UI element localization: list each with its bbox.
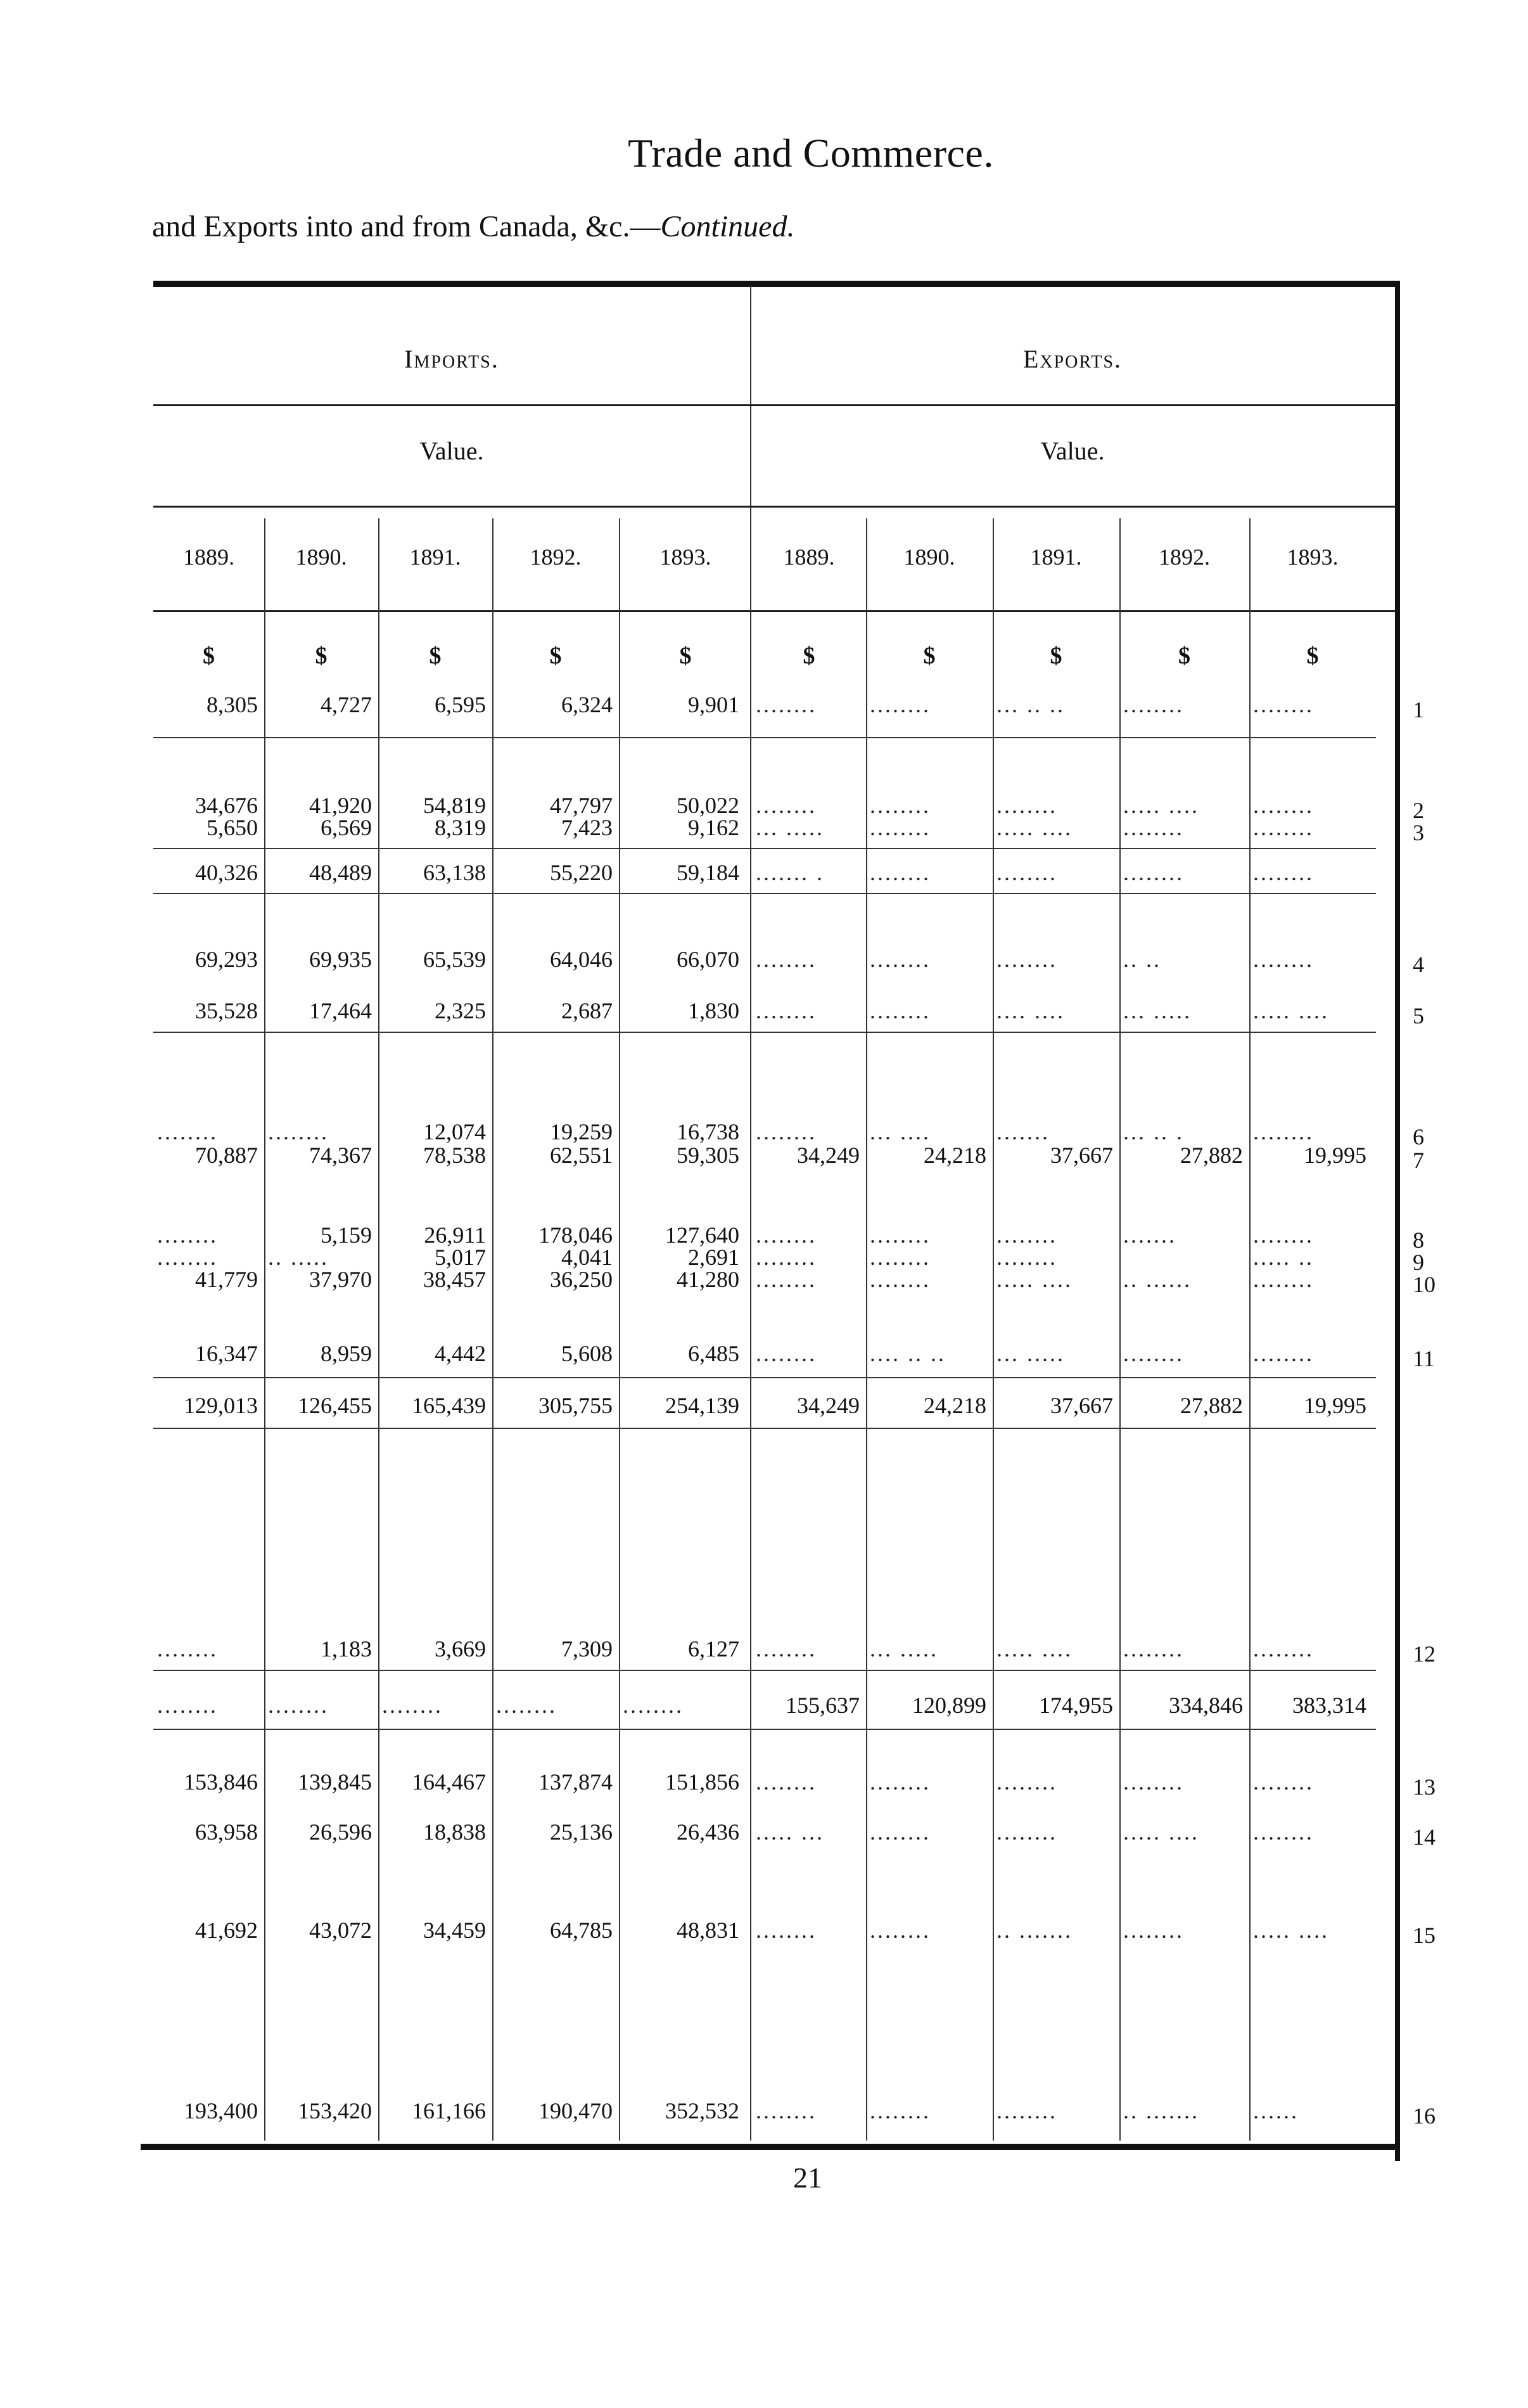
table-cell: ........ [1253, 948, 1314, 972]
table-cell: ........ [1253, 693, 1314, 717]
table-cell: 41,280 [677, 1268, 739, 1292]
table-cell: 161,166 [412, 2099, 486, 2123]
table-cell: 120,899 [912, 1694, 986, 1718]
table-cell: 37,667 [1050, 1394, 1113, 1418]
table-cell: ........ [870, 693, 931, 717]
row-number: 14 [1413, 1824, 1436, 1850]
table-cell: 129,013 [184, 1394, 258, 1418]
table-cell: ........ [996, 1821, 1057, 1845]
row-number: 3 [1413, 820, 1424, 845]
table-cell: ........ [756, 948, 817, 972]
table-cell: 164,467 [412, 1771, 486, 1795]
row-number: 1 [1413, 697, 1424, 722]
table-cell: 69,293 [195, 948, 258, 972]
table-cell: 50,022 [677, 794, 739, 818]
table-cell: 70,887 [195, 1144, 258, 1168]
table-cell: 6,485 [688, 1342, 739, 1366]
row-number: 9 [1413, 1250, 1424, 1275]
table-cell: 65,539 [423, 948, 486, 972]
table-bottom-rule [141, 2144, 1399, 2150]
table-cell: 16,738 [677, 1120, 739, 1144]
table-cell: 4,442 [435, 1342, 486, 1366]
table-cell: ........ [1253, 1637, 1314, 1662]
table-cell: ........ [157, 1120, 218, 1144]
table-cell: 27,882 [1180, 1394, 1243, 1418]
table-cell: 174,955 [1039, 1694, 1113, 1718]
table-cell: ........ [870, 948, 931, 972]
table-cell: 78,538 [423, 1144, 486, 1168]
imports-value-header: Value. [419, 437, 484, 465]
year-header: 1893. [1287, 544, 1339, 570]
table-cell: ... .. . [1123, 1120, 1184, 1144]
table-cell: ........ [1123, 693, 1184, 717]
table-cell: ........ [870, 794, 931, 818]
table-cell: 26,436 [677, 1821, 739, 1845]
year-header: 1891. [409, 544, 461, 570]
table-cell: .. ..... [268, 1246, 329, 1270]
table-cell: 8,959 [321, 1342, 372, 1366]
year-header: 1889. [183, 544, 234, 570]
dollar-sign: $ [803, 643, 815, 669]
table-cell: ........ [1123, 816, 1184, 840]
table-cell: ........ [756, 1120, 817, 1144]
table-cell: ........ [1253, 861, 1314, 885]
dollar-sign: $ [315, 643, 328, 669]
row-number: 8 [1413, 1227, 1424, 1253]
table-cell: ........ [870, 1224, 931, 1248]
table-cell: 139,845 [298, 1771, 372, 1795]
row-number: 6 [1413, 1124, 1424, 1150]
table-cell: 305,755 [538, 1394, 613, 1418]
table-cell: .. ...... [1123, 1268, 1192, 1292]
row-rule [153, 893, 1376, 894]
row-number: 2 [1413, 798, 1424, 823]
dollar-sign: $ [679, 643, 692, 669]
table-cell: 19,995 [1304, 1144, 1366, 1168]
table-cell: 12,074 [423, 1120, 486, 1144]
table-cell: ........ [268, 1120, 329, 1144]
table-cell: 17,464 [309, 999, 372, 1023]
row-rule [153, 1428, 1376, 1429]
table-cell: 34,249 [797, 1394, 860, 1418]
table-cell: ........ [623, 1694, 684, 1718]
trade-table [153, 281, 1395, 2161]
table-cell: 5,159 [321, 1224, 372, 1248]
table-cell: ........ [1253, 1224, 1314, 1248]
table-cell: ........ [870, 1821, 931, 1845]
row-number: 16 [1413, 2103, 1436, 2129]
table-cell: ........ [996, 861, 1057, 885]
table-cell: ........ [1123, 1771, 1184, 1795]
table-cell: ... ..... [756, 816, 824, 840]
table-cell: 3,669 [435, 1637, 486, 1662]
table-cell: ... ..... [870, 1637, 938, 1662]
column-rule [993, 518, 994, 2141]
table-cell: 2,325 [435, 999, 486, 1023]
table-cell: 6,324 [561, 693, 613, 717]
table-cell: 6,127 [688, 1637, 739, 1662]
table-cell: 48,831 [677, 1919, 739, 1943]
row-rule [153, 848, 1376, 849]
row-rule [153, 1670, 1376, 1671]
table-cell: ....... [996, 1120, 1050, 1144]
table-cell: ........ [756, 1771, 817, 1795]
table-cell: 41,920 [309, 794, 372, 818]
table-cell: 37,667 [1050, 1144, 1113, 1168]
table-cell: 27,882 [1180, 1144, 1243, 1168]
row-number: 4 [1413, 952, 1424, 977]
page-number: 21 [793, 2161, 822, 2194]
imports-exports-divider [750, 286, 751, 533]
table-cell: ........ [756, 794, 817, 818]
table-cell: 63,958 [195, 1821, 258, 1845]
table-cell: ........ [1123, 1919, 1184, 1943]
page-subtitle [152, 209, 794, 244]
row-number: 11 [1413, 1346, 1435, 1371]
table-cell: ........ [996, 1224, 1057, 1248]
dollar-sign: $ [1306, 643, 1319, 669]
year-header: 1891. [1030, 544, 1082, 570]
row-rule [153, 1377, 1376, 1378]
table-cell: ........ [996, 1771, 1057, 1795]
table-cell: 334,846 [1169, 1694, 1243, 1718]
table-cell: 26,596 [309, 1821, 372, 1845]
table-cell: 62,551 [550, 1144, 613, 1168]
table-cell: .. .. [1123, 948, 1161, 972]
table-cell: .... .. .. [870, 1342, 946, 1366]
dollar-sign: $ [923, 643, 936, 669]
column-rule [492, 518, 493, 2141]
table-cell: ........ [996, 794, 1057, 818]
table-cell: 193,400 [184, 2099, 258, 2123]
table-cell: ..... .... [996, 816, 1073, 840]
column-rule [619, 518, 620, 2141]
exports-value-header: Value. [1040, 437, 1105, 465]
year-header: 1892. [1159, 544, 1210, 570]
column-rule [378, 518, 379, 2141]
table-cell: ....... [1123, 1224, 1176, 1248]
table-cell: 25,136 [550, 1821, 613, 1845]
table-cell: 7,423 [561, 816, 613, 840]
table-cell: 47,797 [550, 794, 613, 818]
column-rule [264, 518, 265, 2141]
table-cell: 54,819 [423, 794, 486, 818]
row-rule [153, 1032, 1376, 1033]
row-number: 15 [1413, 1923, 1436, 1948]
table-cell: ........ [382, 1694, 443, 1718]
table-cell: 43,072 [309, 1919, 372, 1943]
table-cell: 34,249 [797, 1144, 860, 1168]
table-cell: ........ [1253, 1268, 1314, 1292]
table-cell: ........ [996, 948, 1057, 972]
row-number: 10 [1413, 1272, 1436, 1297]
table-cell: 35,528 [195, 999, 258, 1023]
table-cell: ........ [870, 1919, 931, 1943]
dollar-sign: $ [549, 643, 562, 669]
table-cell: ... .. .. [996, 693, 1065, 717]
table-cell: 34,459 [423, 1919, 486, 1943]
table-cell: ........ [756, 1637, 817, 1662]
table-cell: ........ [1253, 1120, 1314, 1144]
table-cell: ........ [157, 1224, 218, 1248]
table-cell: 7,309 [561, 1637, 613, 1662]
page-title: Trade and Commerce. [628, 131, 994, 176]
table-cell: ........ [1123, 861, 1184, 885]
table-cell: 19,259 [550, 1120, 613, 1144]
table-cell: ........ [1253, 794, 1314, 818]
table-cell: 9,162 [688, 816, 739, 840]
table-cell: ........ [756, 1919, 817, 1943]
table-cell: ........ [756, 1246, 817, 1270]
table-cell: ........ [870, 816, 931, 840]
table-cell: ........ [157, 1694, 218, 1718]
table-cell: 8,319 [435, 816, 486, 840]
table-cell: ... ..... [996, 1342, 1065, 1366]
table-cell: 137,874 [538, 1771, 613, 1795]
table-cell: ........ [756, 693, 817, 717]
table-cell: ........ [870, 1246, 931, 1270]
row-number: 12 [1413, 1641, 1436, 1667]
table-cell: ........ [1253, 1771, 1314, 1795]
dollar-sign: $ [429, 643, 442, 669]
table-cell: 34,676 [195, 794, 258, 818]
table-cell: 9,901 [688, 693, 739, 717]
table-cell: ........ [756, 1224, 817, 1248]
table-cell: 55,220 [550, 861, 613, 885]
table-cell: ........ [870, 861, 931, 885]
table-cell: ........ [756, 2099, 817, 2123]
table-cell: .. ....... [996, 1919, 1073, 1943]
table-cell: ........ [1123, 1637, 1184, 1662]
table-cell: 40,326 [195, 861, 258, 885]
table-cell: 5,650 [207, 816, 258, 840]
table-cell: 190,470 [538, 2099, 613, 2123]
table-cell: ........ [996, 2099, 1057, 2123]
table-cell: ........ [1253, 1342, 1314, 1366]
table-cell: 41,692 [195, 1919, 258, 1943]
year-header: 1893. [659, 544, 711, 570]
table-cell: 19,995 [1304, 1394, 1366, 1418]
dollar-sign: $ [1050, 643, 1062, 669]
table-cell: ..... .... [996, 1637, 1073, 1662]
exports-header: Exports. [1022, 345, 1123, 373]
table-cell: 5,017 [435, 1246, 486, 1270]
column-rule [1249, 518, 1251, 2141]
table-cell: .... .... [996, 999, 1065, 1023]
year-header: 1890. [903, 544, 955, 570]
table-cell: ........ [756, 999, 817, 1023]
table-cell: 66,070 [677, 948, 739, 972]
table-cell: 2,691 [688, 1246, 739, 1270]
table-cell: ........ [157, 1637, 218, 1662]
table-cell: ........ [756, 1268, 817, 1292]
table-cell: 2,687 [561, 999, 613, 1023]
table-cell: 153,420 [298, 2099, 372, 2123]
table-cell: ....... . [756, 861, 824, 885]
column-rule [1119, 518, 1121, 2141]
table-cell: 59,305 [677, 1144, 739, 1168]
table-cell: ... ..... [1123, 999, 1192, 1023]
table-cell: ........ [996, 1246, 1057, 1270]
table-cell: 126,455 [298, 1394, 372, 1418]
row-number: 5 [1413, 1003, 1424, 1028]
table-cell: ........ [870, 1771, 931, 1795]
row-number: 13 [1413, 1774, 1436, 1800]
row-number: 7 [1413, 1148, 1424, 1173]
table-cell: ..... .... [1253, 1919, 1329, 1943]
table-cell: 63,138 [423, 861, 486, 885]
table-cell: 165,439 [412, 1394, 486, 1418]
table-cell: 24,218 [924, 1394, 986, 1418]
year-header: 1889. [783, 544, 835, 570]
column-rule [866, 518, 867, 2141]
table-cell: 1,830 [688, 999, 739, 1023]
table-cell: .. ....... [1123, 2099, 1199, 2123]
header-rule-2 [153, 506, 1395, 508]
table-cell: ........ [1253, 816, 1314, 840]
table-right-rule [1395, 281, 1400, 2161]
row-rule [153, 737, 1376, 738]
table-cell: ..... .... [996, 1268, 1073, 1292]
table-cell: 254,139 [665, 1394, 739, 1418]
table-cell: 16,347 [195, 1342, 258, 1366]
dollar-sign: $ [1178, 643, 1190, 669]
table-cell: 18,838 [423, 1821, 486, 1845]
table-cell: 6,595 [435, 693, 486, 717]
table-cell: 153,846 [184, 1771, 258, 1795]
table-cell: ........ [1123, 1342, 1184, 1366]
table-cell: ........ [1253, 1821, 1314, 1845]
table-cell: ..... ... [756, 1821, 824, 1845]
subtitle-continued: Continued. [660, 210, 795, 243]
year-rule [153, 610, 1395, 612]
table-cell: ........ [157, 1246, 218, 1270]
table-cell: ... .... [870, 1120, 931, 1144]
table-cell: ...... [1253, 2099, 1299, 2123]
table-cell: ..... .. [1253, 1246, 1314, 1270]
table-cell: 59,184 [677, 861, 739, 885]
table-cell: 4,727 [321, 693, 372, 717]
table-cell: 151,856 [665, 1771, 739, 1795]
table-cell: 178,046 [538, 1224, 613, 1248]
subtitle-text: and Exports into and from Canada, &c.— [152, 210, 661, 243]
table-cell: ........ [756, 1342, 817, 1366]
table-cell: ..... .... [1123, 1821, 1199, 1845]
table-cell: 24,218 [924, 1144, 986, 1168]
header-rule-1 [153, 404, 1395, 406]
table-cell: ........ [870, 999, 931, 1023]
table-cell: 48,489 [309, 861, 372, 885]
dollar-sign: $ [203, 643, 215, 669]
column-rule [750, 518, 751, 2141]
table-cell: 41,779 [195, 1268, 258, 1292]
table-cell: ........ [870, 1268, 931, 1292]
table-cell: 352,532 [665, 2099, 739, 2123]
table-cell: 127,640 [665, 1224, 739, 1248]
table-cell: 383,314 [1292, 1694, 1366, 1718]
table-cell: 64,785 [550, 1919, 613, 1943]
table-cell: ..... .... [1253, 999, 1329, 1023]
table-cell: ........ [496, 1694, 557, 1718]
table-cell: ........ [870, 2099, 931, 2123]
table-cell: 8,305 [207, 693, 258, 717]
table-cell: 26,911 [424, 1224, 486, 1248]
table-cell: 4,041 [561, 1246, 613, 1270]
table-cell: 6,569 [321, 816, 372, 840]
table-cell: 5,608 [561, 1342, 613, 1366]
table-cell: 74,367 [309, 1144, 372, 1168]
table-cell: 37,970 [309, 1268, 372, 1292]
table-cell: 1,183 [321, 1637, 372, 1662]
table-cell: 38,457 [423, 1268, 486, 1292]
table-cell: 69,935 [309, 948, 372, 972]
table-cell: ..... .... [1123, 794, 1199, 818]
table-cell: 155,637 [786, 1694, 860, 1718]
table-cell: 64,046 [550, 948, 613, 972]
table-top-rule [153, 281, 1399, 287]
table-cell: 36,250 [550, 1268, 613, 1292]
year-header: 1892. [530, 544, 582, 570]
table-cell: ........ [268, 1694, 329, 1718]
imports-header: Imports. [404, 345, 499, 373]
table-cell [1123, 1246, 1245, 1270]
row-rule [153, 1729, 1376, 1730]
year-header: 1890. [295, 544, 347, 570]
